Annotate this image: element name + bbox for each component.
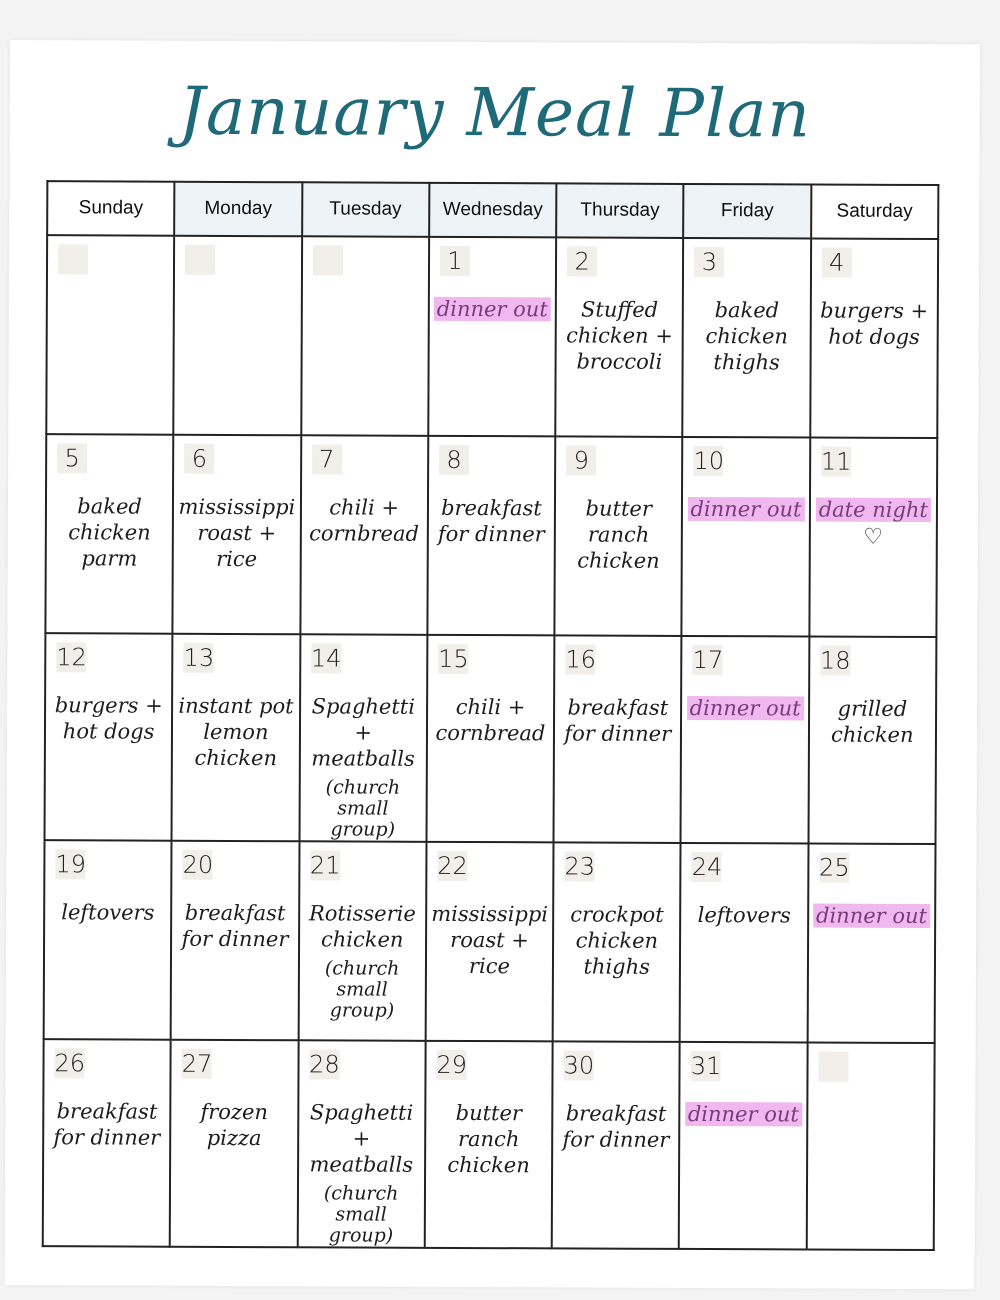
- day-cell: [555, 436, 683, 636]
- page-title: January Meal Plan: [178, 72, 812, 153]
- day-cell: [46, 235, 174, 435]
- day-number: 10: [693, 446, 725, 476]
- day-number: 23: [564, 852, 596, 881]
- meal-text: breakfast for dinner: [53, 1099, 161, 1150]
- day-cell: [680, 843, 808, 1043]
- meal-entry: [815, 497, 932, 524]
- meal-entry: [558, 901, 676, 980]
- day-cell: [426, 635, 554, 843]
- meal-entry: [815, 298, 933, 351]
- meal-text: butter ranch chicken: [577, 496, 660, 573]
- meal-entry: [688, 297, 806, 376]
- highlighted-meal-text: date night: [816, 498, 931, 523]
- day-cell: [809, 437, 937, 637]
- meal-text: breakfast for dinner: [564, 695, 672, 746]
- week-row: [45, 633, 937, 844]
- meal-text: baked chicken thighs: [705, 298, 789, 375]
- meal-text: butter ranch chicken: [447, 1100, 530, 1178]
- highlighted-meal-text: dinner out: [687, 696, 804, 721]
- day-number: 19: [55, 850, 87, 879]
- meal-entry: [176, 900, 294, 953]
- meal-text: Stuffed chicken + broccoli: [566, 297, 673, 374]
- week-row: [45, 434, 937, 637]
- day-number: [818, 1052, 848, 1082]
- day-cell: [425, 1041, 553, 1249]
- heart-icon: ♡: [863, 524, 884, 550]
- day-number: 11: [820, 447, 852, 476]
- meal-entry: [178, 494, 296, 573]
- day-number: 7: [312, 444, 342, 474]
- day-number: 16: [565, 645, 597, 674]
- day-cell: [297, 1040, 425, 1248]
- day-cell: [806, 1042, 934, 1250]
- day-cell: [807, 843, 935, 1043]
- day-cell: [170, 1040, 298, 1248]
- meal-entry: [305, 494, 423, 547]
- day-number: 30: [563, 1051, 595, 1080]
- day-cell: [552, 1041, 680, 1249]
- calendar-body: [43, 235, 938, 1250]
- day-cell: [301, 236, 429, 436]
- meal-entry: [303, 900, 421, 1022]
- day-number: 17: [692, 645, 724, 675]
- day-number: 13: [183, 643, 215, 672]
- weekday-header-friday: Friday: [684, 184, 812, 239]
- day-cell: [171, 841, 299, 1041]
- day-cell: [555, 237, 683, 437]
- meal-text: leftovers: [697, 903, 791, 928]
- day-number: 3: [694, 247, 724, 277]
- day-cell: [45, 434, 173, 634]
- weekday-header-thursday: Thursday: [556, 183, 684, 238]
- day-number: 26: [54, 1049, 86, 1078]
- week-row: [46, 235, 938, 438]
- meal-note: (church small group): [323, 1182, 399, 1247]
- meal-text: frozen pizza: [200, 1099, 269, 1151]
- day-cell: [299, 634, 427, 842]
- meal-entry: [177, 693, 295, 772]
- highlighted-meal-text: dinner out: [434, 297, 551, 322]
- meal-entry: [561, 296, 679, 375]
- meal-text: instant pot lemon chicken: [178, 693, 294, 771]
- meal-text: Spaghetti + meatballs: [311, 694, 416, 771]
- meal-text: breakfast for dinner: [437, 495, 545, 547]
- weekday-header-sunday: Sunday: [47, 181, 175, 236]
- week-row: [44, 840, 936, 1043]
- day-cell: [554, 635, 682, 843]
- meal-entry: [685, 1101, 802, 1128]
- meal-entry: [686, 695, 803, 722]
- meal-text: crockpot chicken thighs: [570, 902, 664, 979]
- meal-text: chili + cornbread: [309, 495, 420, 546]
- meal-note: (church small group): [325, 776, 401, 841]
- day-cell: [427, 436, 555, 636]
- day-cell: [428, 237, 556, 437]
- meal-entry: [814, 696, 932, 749]
- meal-entry: [560, 495, 678, 574]
- meal-text: Rotisserie chicken: [308, 901, 416, 952]
- meal-entry: [813, 903, 930, 930]
- day-cell: [43, 1039, 171, 1247]
- meal-entry: [687, 496, 804, 523]
- day-number: 14: [310, 644, 342, 673]
- day-number: [58, 244, 88, 274]
- meal-text: leftovers: [61, 900, 155, 925]
- highlighted-meal-text: dinner out: [687, 497, 804, 522]
- meal-entry: [302, 1099, 420, 1247]
- day-number: 29: [436, 1050, 467, 1080]
- day-cell: [298, 841, 426, 1041]
- meal-entry: [49, 899, 166, 926]
- day-number: 6: [184, 444, 214, 474]
- day-cell: [553, 842, 681, 1042]
- meal-text: breakfast for dinner: [181, 900, 289, 952]
- highlighted-meal-text: dinner out: [813, 904, 930, 929]
- day-number: 25: [819, 853, 850, 882]
- day-number: 2: [567, 246, 597, 276]
- meal-text: grilled chicken: [831, 696, 914, 747]
- day-cell: [810, 238, 938, 438]
- meal-entry: [433, 495, 551, 548]
- meal-text: burgers + hot dogs: [820, 298, 929, 349]
- weekday-header-tuesday: Tuesday: [302, 182, 430, 237]
- meal-entry: [432, 694, 550, 747]
- meal-entry: [50, 692, 168, 745]
- meal-entry: [557, 1100, 675, 1153]
- day-number: 20: [182, 850, 214, 879]
- day-number: 5: [57, 443, 87, 473]
- day-number: 31: [690, 1051, 722, 1081]
- meal-text: breakfast for dinner: [562, 1101, 670, 1152]
- meal-entry: [559, 694, 677, 747]
- day-cell: [679, 1042, 807, 1250]
- weekday-header-monday: Monday: [174, 182, 302, 237]
- meal-plan-sheet: [5, 40, 980, 1289]
- day-number: 24: [691, 852, 723, 882]
- day-cell: [681, 636, 809, 844]
- meal-entry: [686, 902, 803, 929]
- day-number: 28: [309, 1050, 340, 1079]
- day-number: 1: [440, 246, 470, 276]
- day-cell: [174, 236, 302, 436]
- day-number: 18: [819, 646, 851, 675]
- day-cell: [172, 634, 300, 842]
- day-cell: [425, 842, 553, 1042]
- day-number: 8: [439, 445, 469, 475]
- weekday-header-saturday: Saturday: [811, 184, 939, 239]
- day-number: 4: [822, 248, 852, 278]
- meal-text: burgers + hot dogs: [54, 693, 163, 744]
- calendar-grid: [42, 180, 940, 1251]
- day-number: 21: [309, 851, 341, 880]
- day-number: [313, 245, 343, 275]
- day-cell: [682, 437, 810, 637]
- meal-text: baked chicken parm: [68, 494, 151, 571]
- day-cell: [300, 435, 428, 635]
- day-cell: [683, 238, 811, 438]
- meal-text: Spaghetti + meatballs: [309, 1100, 414, 1177]
- day-number: 22: [437, 851, 468, 881]
- week-row: [43, 1039, 935, 1250]
- day-number: 9: [566, 445, 596, 475]
- weekday-header-row: [47, 181, 938, 239]
- highlighted-meal-text: dinner out: [685, 1102, 802, 1127]
- meal-note: (church small group): [324, 957, 400, 1022]
- meal-entry: [48, 1098, 166, 1151]
- meal-entry: [434, 296, 551, 323]
- day-number: 12: [56, 643, 87, 672]
- day-number: 27: [181, 1049, 213, 1078]
- day-number: 15: [438, 644, 469, 674]
- meal-text: mississippi roast + rice: [178, 494, 296, 572]
- day-cell: [808, 636, 936, 844]
- meal-text: chili + cornbread: [435, 694, 546, 746]
- meal-entry: [175, 1099, 293, 1152]
- weekday-header-wednesday: Wednesday: [429, 183, 557, 238]
- day-cell: [45, 633, 173, 841]
- meal-entry: [430, 1100, 548, 1179]
- day-number: [185, 245, 215, 275]
- meal-entry: [51, 493, 169, 572]
- meal-entry: [431, 901, 549, 980]
- meal-text: mississippi roast + rice: [431, 901, 549, 979]
- meal-entry: [304, 693, 422, 841]
- day-cell: [173, 435, 301, 635]
- day-cell: [44, 840, 172, 1040]
